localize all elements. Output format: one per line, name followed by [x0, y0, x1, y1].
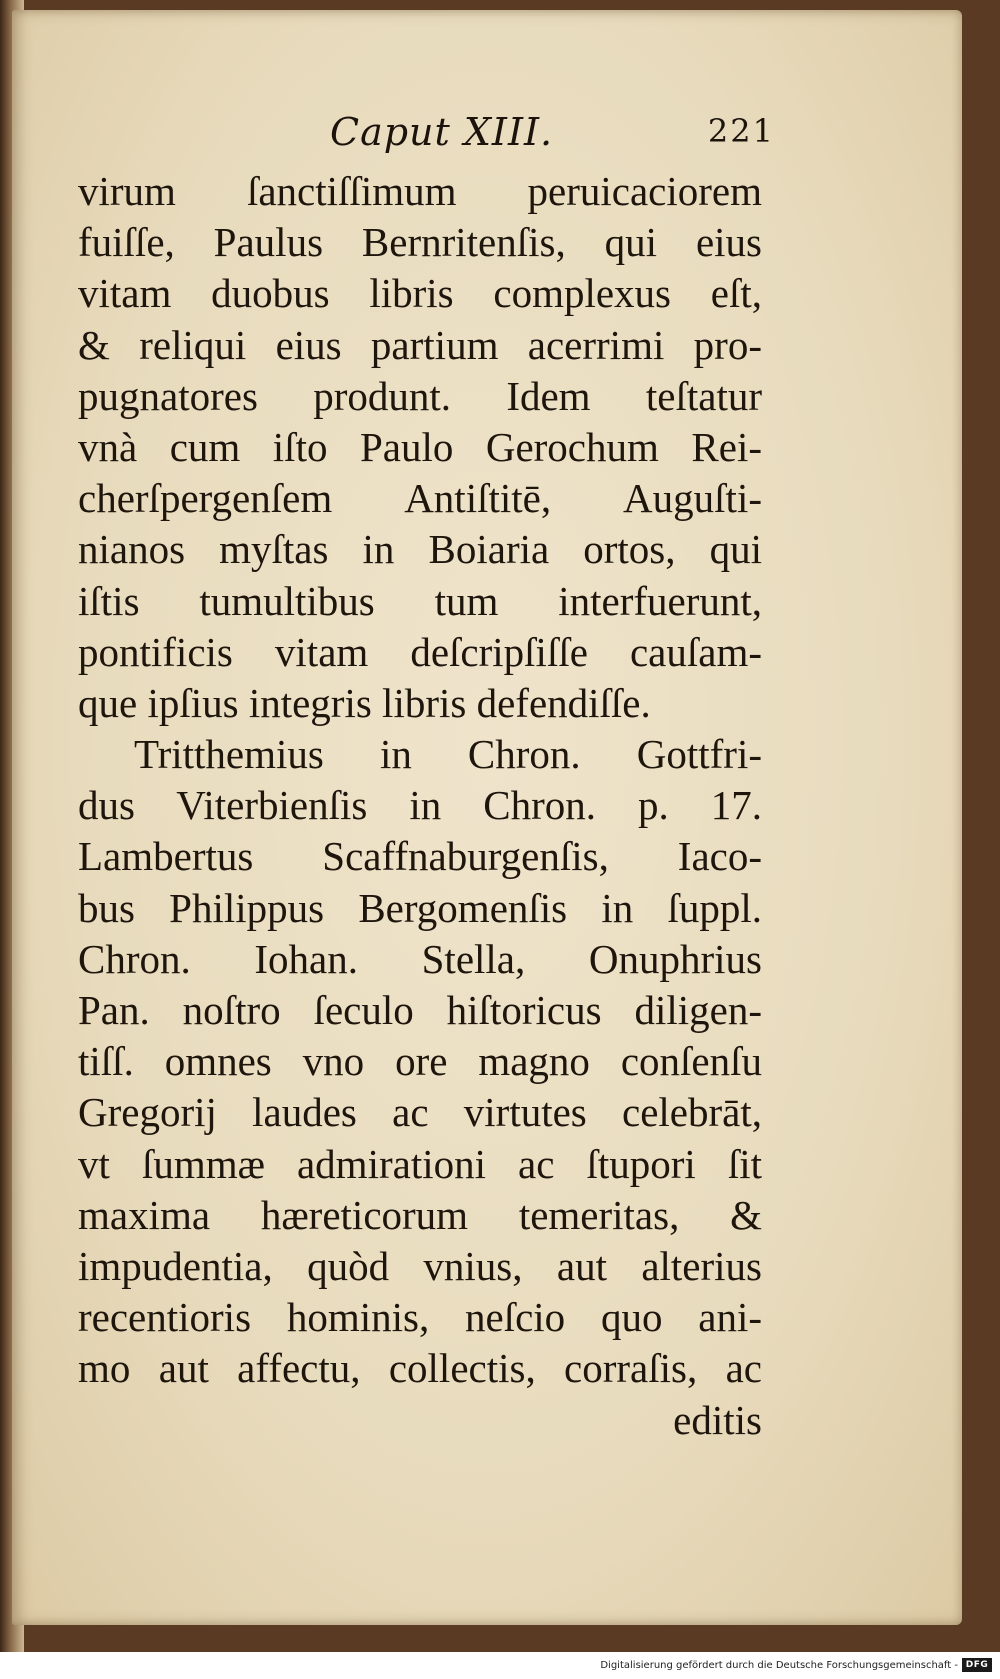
funding-credit: Digitalisierung gefördert durch die Deutsche Forschungsgemeinschaft -: [600, 1660, 958, 1671]
digitization-footer: [0, 1652, 1000, 1679]
book-page: [12, 10, 962, 1625]
text-line: virum ſanctiſſimum peruicaciorem: [78, 168, 762, 214]
text-line: dus Viterbienſis in Chron. p. 17.: [78, 782, 762, 829]
text-line: mo aut affectu, collectis, corraſis, ac: [78, 1345, 762, 1392]
text-line: Gregorij laudes ac virtutes celebrāt,: [78, 1089, 762, 1136]
text-line: fuiſſe, Paulus Bernritenſis, qui eius: [78, 219, 762, 266]
page-number: 221: [707, 112, 775, 150]
text-line: cherſpergenſem Antiſtitē, Auguſti-: [78, 475, 762, 522]
text-line: bus Philippus Bergomenſis in ſuppl.: [78, 884, 762, 931]
page-header: [330, 110, 775, 158]
text-line: tiſſ. omnes vno ore magno conſenſu: [78, 1038, 762, 1085]
text-line: Pan. noſtro ſeculo hiſtoricus diligen-: [78, 987, 762, 1033]
text-line: recentioris hominis, neſcio quo ani-: [78, 1294, 762, 1341]
body-text: [78, 166, 762, 1446]
text-line: pontificis vitam deſcripſiſſe cauſam-: [78, 628, 762, 675]
text-line: vt ſummæ admirationi ac ſtupori ſit: [78, 1140, 762, 1187]
text-line: Chron. Iohan. Stella, Onuphrius: [78, 935, 762, 982]
text-line: pugnatores produnt. Idem teſtatur: [78, 372, 762, 419]
text-line: que ipſius integris libris defendiſſe.: [78, 679, 651, 726]
catchword: editis: [673, 1396, 762, 1443]
text-line: vnà cum iſto Paulo Gerochum Rei-: [78, 423, 762, 470]
text-line: & reliqui eius partium acerrimi pro-: [78, 321, 762, 368]
text-line: vitam duobus libris complexus eſt,: [78, 270, 762, 317]
dfg-logo: DFG: [962, 1658, 992, 1672]
text-line: Lambertus Scaffnaburgenſis, Iaco-: [78, 833, 762, 880]
text-line: impudentia, quòd vnius, aut alterius: [78, 1242, 762, 1289]
running-title: Caput XIII.: [330, 110, 554, 154]
text-line: iſtis tumultibus tum interfuerunt,: [78, 577, 762, 624]
text-line: nianos myſtas in Boiaria ortos, qui: [78, 526, 762, 573]
text-line: maxima hæreticorum temeritas, &: [78, 1191, 762, 1238]
text-line: Tritthemius in Chron. Gottfri-: [134, 731, 762, 778]
